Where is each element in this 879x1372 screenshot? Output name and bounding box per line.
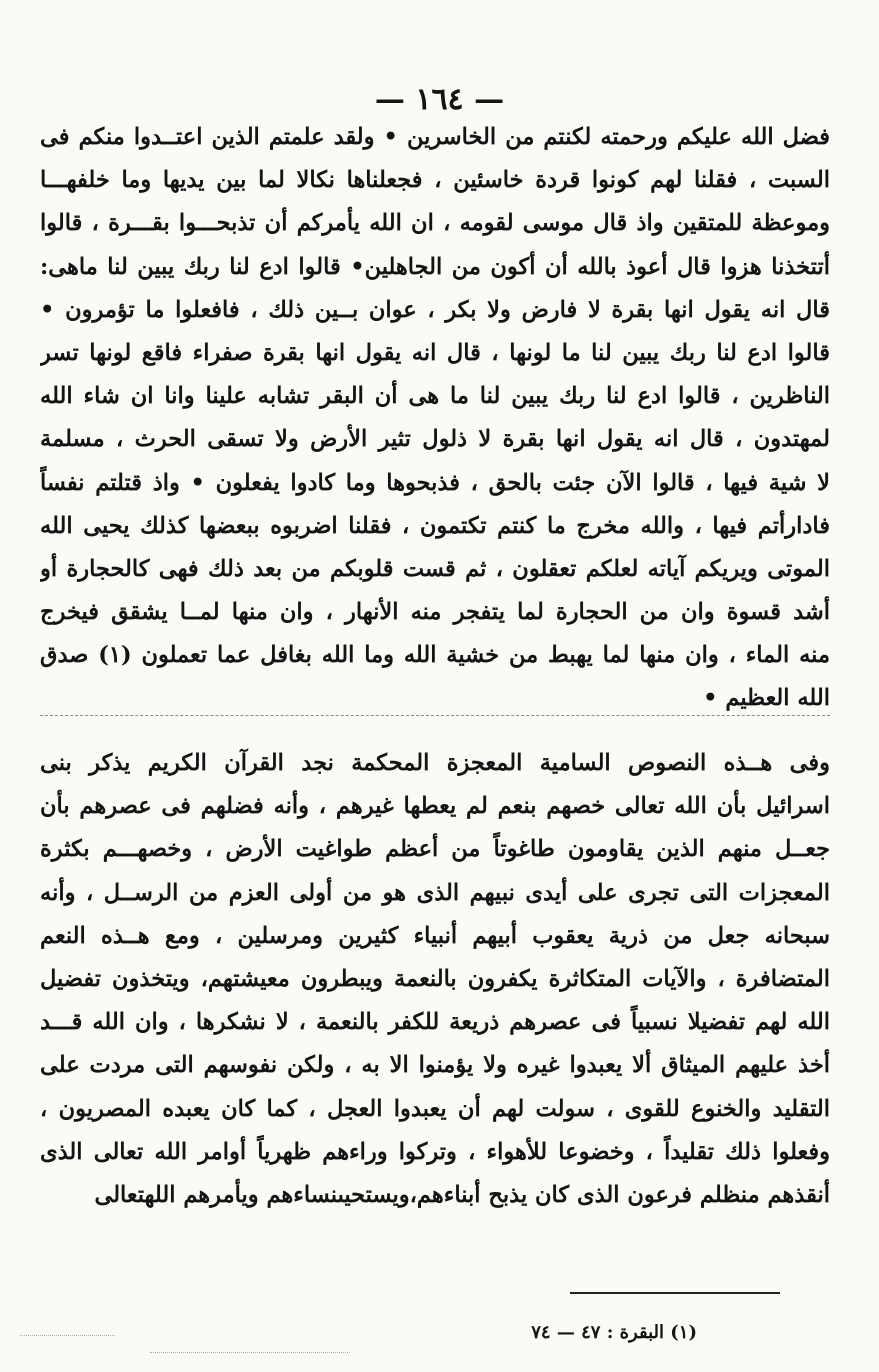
text-line: فادارأتم فيها ، والله مخرج ما كنتم تكتمون ، فقلنا اضربوه ببعضها كذلك يحيى الله	[40, 512, 830, 539]
page-number: — ١٦٤ —	[374, 82, 505, 117]
text-line: سبحانه جعل من ذرية يعقوب أبيهم أنبياء كثيرين ومرسلين ، ومع هــذه النعم	[40, 922, 830, 949]
scan-edge-mark	[20, 1335, 115, 1336]
text-line: لمهتدون ، قال انه يقول انها بقرة لا ذلول تثير الأرض ولا تسقى الحرث ، مسلمة	[40, 426, 830, 453]
scan-edge-mark	[150, 1352, 350, 1353]
text-line: وموعظة للمتقين واذ قال موسى لقومه ، ان الله يأمركم أن تذبحـــوا بقـــرة ، قالوا	[40, 210, 830, 237]
text-line: التقليد والخنوع للقوى ، سولت لهم أن يعبدوا العجل ، كما كان يعبده المصريون ،	[40, 1095, 830, 1122]
text-line: وفى هــذه النصوص السامية المعجزة المحكمة نجد القرآن الكريم يذكر بنى	[40, 750, 830, 776]
text-line: قال انه يقول انها بقرة لا فارض ولا بكر ، عوان بــين ذلك ، فافعلوا ما تؤمرون •	[40, 296, 830, 323]
text-line: الله لهم تفضيلا نسبياً فى عصرهم ذريعة للكفر بالنعمة ، لا نشكرها ، وان الله قـــد	[40, 1009, 830, 1036]
text-line: منه الماء ، وان منها لما يهبط من خشية الله وما الله بغافل عما تعملون (١) صدق	[40, 642, 830, 669]
footnote-rule	[570, 1292, 780, 1294]
text-line: الناظرين ، قالوا ادع لنا ربك يبين لنا ما هى أن البقر تشابه علينا وانا ان شاء الله	[40, 383, 830, 410]
text-line: الموتى ويريكم آياته لعلكم تعقلون ، ثم قست قلوبكم من بعد ذلك فهى كالحجارة أو	[40, 555, 830, 582]
text-line: أنقذهم منظلم فرعون الذى كان يذبح أبناءهم،ويستحيىنساءهم ويأمرهم اللهتعالى	[94, 1181, 830, 1208]
text-line: أشد قسوة وان من الحجارة لما يتفجر منه الأنهار ، وان منها لمــا يشقق فيخرج	[40, 599, 830, 626]
text-line: المعجزات التى تجرى على أيدى نبيهم الذى هو من أولى العزم من الرســل ، وأنه	[40, 879, 830, 906]
footnote: (١) البقرة : ٤٧ — ٧٤	[531, 1322, 697, 1343]
text-line: أخذ عليهم الميثاق ألا يعبدوا غيره ولا يؤمنوا الا به ، ولكن نفوسهم التى مردت على	[40, 1052, 830, 1079]
section-separator	[40, 715, 830, 716]
text-line: فضل الله عليكم ورحمته لكنتم من الخاسرين • ولقد علمتم الذين اعتــدوا منكم فى	[40, 124, 830, 150]
commentary-paragraph	[40, 742, 830, 1217]
text-line: وفعلوا ذلك تقليداً ، وخضوعا للأهواء ، وتركوا وراءهم ظهرياً أوامر الله تعالى الذى	[40, 1138, 830, 1165]
text-line: لا شية فيها ، قالوا الآن جئت بالحق ، فذبحوها وما كادوا يفعلون • واذ قتلتم نفساً	[40, 469, 830, 496]
quran-verse-block	[40, 116, 830, 721]
text-line: قالوا ادع لنا ربك يبين لنا ما لونها ، قال انه يقول انها بقرة صفراء فاقع لونها تسر	[40, 339, 830, 366]
text-line: المتضافرة ، والآيات المتكاثرة يكفرون بالنعمة ويبطرون معيشتهم، ويتخذون تفضيل	[40, 965, 830, 992]
text-line: اسرائيل بأن الله تعالى خصهم بنعم لم يعطها غيرهم ، وأنه فضلهم فى عصرهم بأن	[40, 793, 830, 820]
text-line: السبت ، فقلنا لهم كونوا قردة خاسئين ، فجعلناها نكالا لما بين يديها وما خلفهـــا	[40, 167, 830, 194]
text-line: أتتخذنا هزوا قال أعوذ بالله أن أكون من الجاهلين• قالوا ادع لنا ربك يبين لنا ماهى:	[40, 253, 830, 280]
text-line: جعــل منهم الذين يقاومون طاغوتاً من أعظم طواغيت الأرض ، وخصهـــم بكثرة	[40, 836, 830, 863]
text-line: الله العظيم •	[703, 685, 830, 712]
